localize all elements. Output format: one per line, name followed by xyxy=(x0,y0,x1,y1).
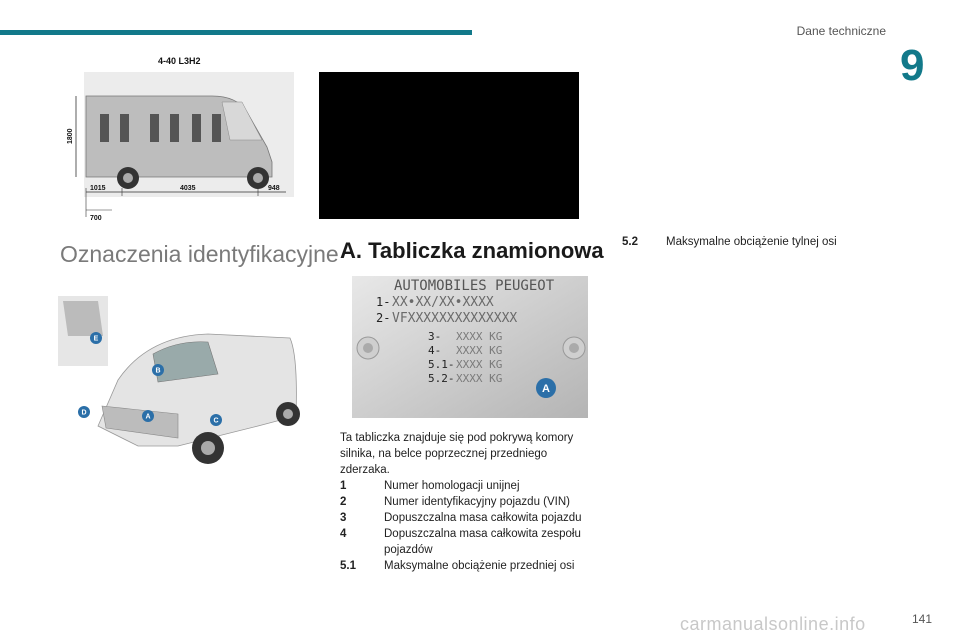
dim-rear-overhang: 948 xyxy=(268,185,280,192)
plate-line-4-num: 4- xyxy=(428,344,442,357)
legend-item xyxy=(340,494,600,510)
legend-item xyxy=(340,558,600,574)
plate-maker: AUTOMOBILES PEUGEOT xyxy=(394,278,555,294)
marker-c-label: C xyxy=(213,417,219,425)
plate-legend-continued xyxy=(622,234,922,250)
plate-line-2-value: VFXXXXXXXXXXXXXX xyxy=(392,311,518,326)
plate-line-3-num: 3- xyxy=(428,330,442,343)
engine-bay-photo xyxy=(319,72,579,219)
plate-line-4-value: XXXX KG xyxy=(456,344,503,357)
legend-item-number: 2 xyxy=(340,496,347,508)
legend-item-number: 4 xyxy=(340,528,347,540)
marker-a-label: A xyxy=(145,413,151,421)
dim-seat: 700 xyxy=(90,215,102,222)
legend-item-text: Dopuszczalna masa całkowita zespołu pojazdów xyxy=(384,528,581,556)
marker-d-label: D xyxy=(81,409,87,417)
model-label: 4-40 L3H2 xyxy=(158,56,201,66)
plate-heading: A. Tabliczka znamionowa xyxy=(340,238,604,263)
legend-item-text: Maksymalne obciążenie tylnej osi xyxy=(666,236,837,248)
legend-item-number: 5.1 xyxy=(340,560,356,572)
chapter-number: 9 xyxy=(900,41,925,90)
legend-item-text: Dopuszczalna masa całkowita pojazdu xyxy=(384,512,582,524)
legend-item-number: 5.2 xyxy=(622,236,638,248)
plate-line-51-value: XXXX KG xyxy=(456,358,503,371)
watermark: carmanualsonline.info xyxy=(680,614,866,634)
plate-line-2-num: 2- xyxy=(376,311,391,325)
legend-item xyxy=(340,478,600,494)
plate-line-52-value: XXXX KG xyxy=(456,372,503,385)
legend-item-number: 3 xyxy=(340,512,347,524)
dim-wheelbase: 4035 xyxy=(180,185,196,192)
legend-item-number: 1 xyxy=(340,480,347,492)
marker-b-label: B xyxy=(155,367,161,375)
header-accent-bar xyxy=(0,30,472,35)
legend-item-text: Maksymalne obciążenie przedniej osi xyxy=(384,560,575,572)
section-title: Dane techniczne xyxy=(796,24,886,38)
plate-legend xyxy=(340,478,600,574)
plate-marker-a-label: A xyxy=(542,383,550,395)
legend-item-text: Numer homologacji unijnej xyxy=(384,480,520,492)
identification-heading: Oznaczenia identyfikacyjne xyxy=(60,241,339,267)
legend-item xyxy=(340,526,600,558)
marker-e-label: E xyxy=(93,335,99,343)
legend-item xyxy=(340,510,600,526)
plate-description: Ta tabliczka znajduje się pod pokrywą komory silnika, na belce poprzecznej przedniego zderzaka. xyxy=(340,432,574,476)
identification-plate xyxy=(352,276,588,418)
plate-line-51-num: 5.1- xyxy=(428,358,455,371)
plate-line-3-value: XXXX KG xyxy=(456,330,503,343)
plate-line-1-num: 1- xyxy=(376,295,391,309)
plate-line-1-value: XX•XX/XX•XXXX xyxy=(392,295,494,310)
plate-line-52-num: 5.2- xyxy=(428,372,455,385)
van-front-illustration xyxy=(58,296,304,472)
height-dim: 1800 xyxy=(67,128,74,144)
van-dimensions-diagram xyxy=(62,52,302,222)
legend-item xyxy=(622,234,922,250)
dim-front-overhang: 1015 xyxy=(90,185,106,192)
page-number: 141 xyxy=(911,612,932,626)
legend-item-text: Numer identyfikacyjny pojazdu (VIN) xyxy=(384,496,570,508)
